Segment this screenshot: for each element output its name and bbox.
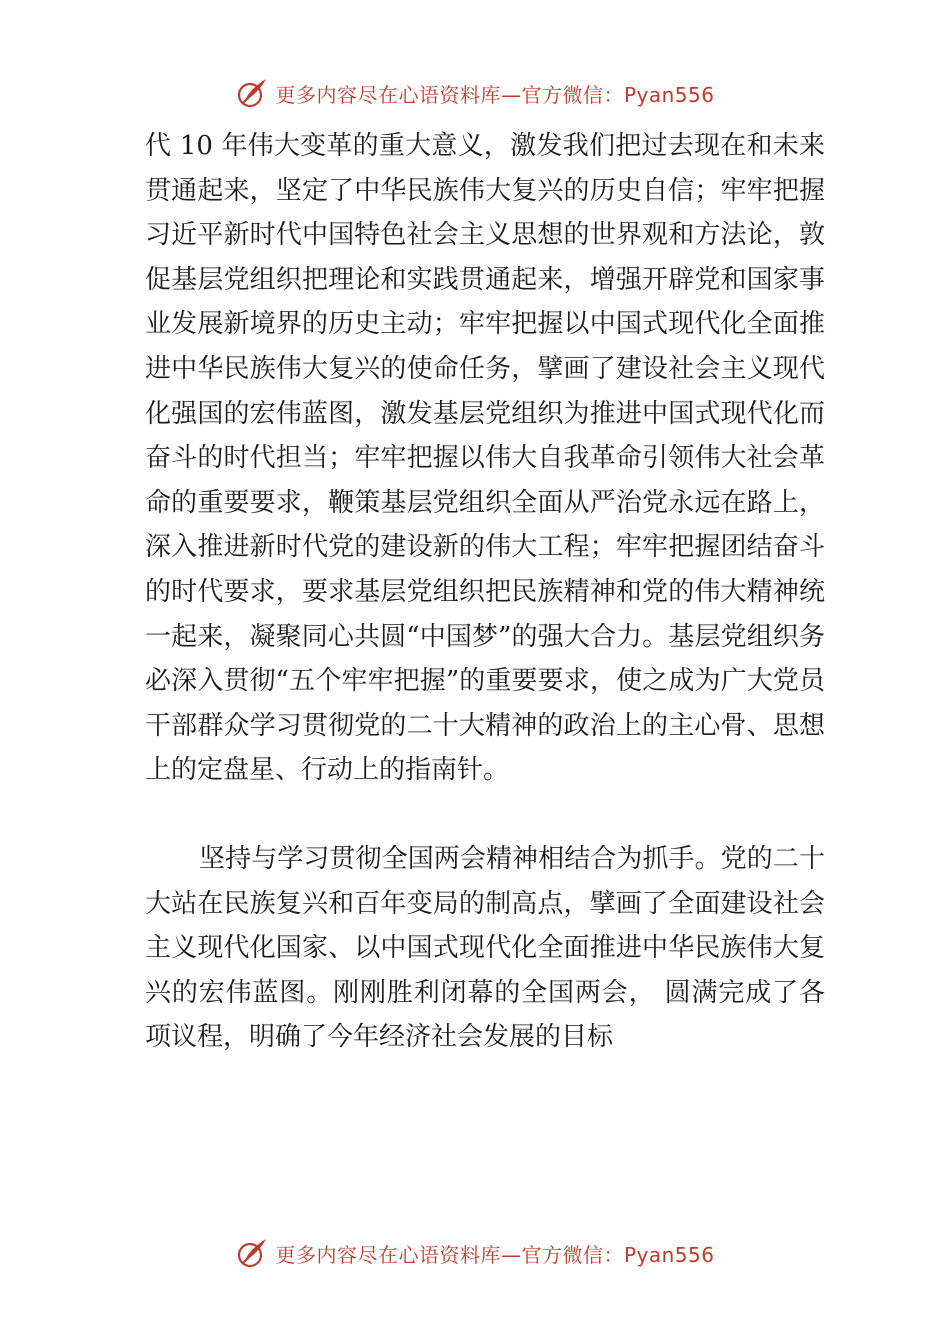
quill-logo-icon — [235, 76, 269, 110]
paragraph-continuation: 代 10 年伟大变革的重大意义，激发我们把过去现在和未来贯通起来，坚定了中华民族伟大复兴的历史自信；牢牢把握习近平新时代中国特色社会主义思想的世界观和方法论，敦促基层党组织把理论和实践贯通起来，增强开辟党和国家事业发展新境界的历史主动；牢牢把握以中国式现代化全面推进中华民族伟大复兴的使命任务，擘画了建设社会主义现代化强国的宏伟蓝图，激发基层党组织为推进中国式现代化而奋斗的时代担当；牢牢把握以伟大自我革命引领伟大社会革命的重要要求，鞭策基层党组织全面从严治党永远在路上，深入推进新时代党的建设新的伟大工程；牢牢把握团结奋斗的时代要求，要求基层党组织把民族精神和党的伟大精神统一起来，凝聚同心共圆“中国梦”的强大合力。基层党组织务必深入贯彻“五个牢牢把握”的重要要求，使之成为广大党员干部群众学习贯彻党的二十大精神的政治上的主心骨、思想上的定盘星、行动上的指南针。 — [145, 131, 825, 786]
footer-watermark — [0, 1236, 950, 1270]
header-watermark — [0, 76, 950, 110]
paragraph-two-sessions: 坚持与学习贯彻全国两会精神相结合为抓手。党的二十大站在民族复兴和百年变局的制高点，擘画了全面建设社会主义现代化国家、以中国式现代化全面推进中华民族伟大复兴的宏伟蓝图。刚刚胜利闭幕的全国两会， 圆满完成了各项议程，明确了今年经济社会发展的目标 — [145, 843, 825, 1053]
watermark-text: 更多内容尽在心语资料库—官方微信：Pyan556 — [275, 82, 715, 107]
watermark-text: 更多内容尽在心语资料库—官方微信：Pyan556 — [275, 1242, 715, 1267]
quill-logo-icon — [235, 1236, 269, 1270]
document-body — [145, 124, 825, 1060]
